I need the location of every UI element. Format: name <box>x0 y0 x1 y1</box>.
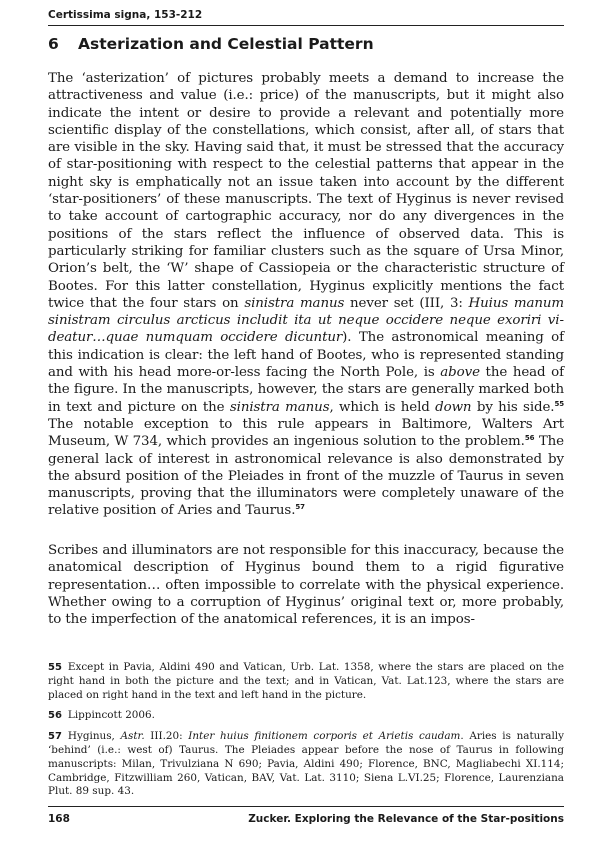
footnote-italic: Inter huius finitionem corporis et Arietis caudam <box>188 730 461 743</box>
italic-run: down <box>435 399 472 415</box>
italic-run: sinistra manus <box>229 399 330 415</box>
text-run: , which is held <box>329 399 436 415</box>
text-run: The general lack of interest in astronomical relevance is also demonstrated by the absurd position of the Pleiades in front of the muzzle of Taurus in seven manuscripts, proving that the illuminators were completely unaware of the relative position of Aries and Taurus. <box>48 434 565 519</box>
footnote-ref-55[interactable]: 55 <box>554 399 565 408</box>
footnote-ref-57[interactable]: 57 <box>295 503 305 512</box>
text-run: The notable exception to this rule appears in Baltimore, Walters Art Museum, W 734, which provides an ingenious solution to the problem. <box>48 416 564 450</box>
latin-quotation: Huius manum sinistram circulus arcticus includit ita ut neque occidere neque exoriri videatur…quae numquam occidere dicuntur <box>48 295 564 346</box>
footnote-text: III.20: <box>144 730 189 743</box>
footnote-number: 57 <box>48 731 62 743</box>
body-paragraph-2 <box>48 542 564 628</box>
page <box>48 0 564 846</box>
text-run: by his side. <box>471 399 555 415</box>
footnotes <box>48 661 564 806</box>
section-number: 6 <box>48 35 59 53</box>
footnote-text: Except in Pavia, Aldini 490 and Vatican, Urb. Lat. 1358, where the stars are placed on the right hand in both the picture and the text; and in Vatican, Vat. Lat.123, where the stars are placed on right hand in the text and left hand in the picture. <box>48 661 564 701</box>
text-run: ). The astronomical meaning of this indication is clear: the left hand of Bootes, who is represented standing and with his head more-or-less facing the North Pole, is <box>48 330 564 381</box>
running-head: Certissima signa, 153-212 <box>48 9 203 21</box>
footnote-number: 55 <box>48 662 62 673</box>
footnote-55 <box>48 661 564 702</box>
footnote-number: 56 <box>48 710 62 722</box>
footer-rule <box>48 806 564 807</box>
section-title: Asterization and Celestial Pattern <box>78 35 374 53</box>
italic-run: sinistra manus <box>244 295 345 311</box>
body-paragraph-1 <box>48 70 564 520</box>
paragraph-text: Scribes and illuminators are not responsible for this inaccuracy, because the anatomical description of Hyginus bound them to a rigid figurative representation… often impossible to correlate with the physical experience. Whether owing to a corruption of Hyginus’ original text or, more probably, to the imperfection of the anatomical references, it is an impos- <box>48 543 564 628</box>
text-run: the head of the figure. In the manuscripts, however, the stars are generally marked both in text and picture on the <box>48 365 564 415</box>
footnote-text: Hyginus, <box>67 730 121 743</box>
section-heading <box>48 35 374 53</box>
page-number: 168 <box>48 813 70 825</box>
italic-run: above <box>440 365 480 381</box>
text-run: never set (III, 3: <box>344 295 469 311</box>
footnote-italic: Astr. <box>120 730 145 743</box>
footnote-56 <box>48 709 564 723</box>
footnote-text: . Aries is naturally ‘behind’ (i.e.: west of) Taurus. The Pleiades appear before the nose of Taurus in following manuscripts: Milan, Trivulziana N 690; Pavia, Aldini 490; Florence, BNC, Magliabechi XI.114; Cambridge, Fitzwilliam 260, Vatican, BAV, Vat. Lat. 3110; Siena L.VI.25; Florence, Laurenziana Plut. 89 sup. 43. <box>48 730 564 798</box>
text-run: The ‘asterization’ of pictures probably meets a demand to increase the attractiveness and value (i.e.: price) of the manuscripts, but it might also indicate the intent or desire to provide a relevant and potentially more scientific display of the constellations, which consist, after all, of stars that are visible in the sky. Having said that, it must be stressed that the accuracy of star-positioning with respect to the celestial patterns that appear in the night sky is emphatically not an issue taken into account by the different ‘star-positioners’ of these manuscripts. The text of Hyginus is never revised to take account of cartographic accuracy, nor do any divergences in the positions of the stars reflect the influence of observed data. This is particularly striking for familiar clusters such as the square of Ursa Minor, Orion’s belt, the ‘W’ shape of Cassiopeia or the characteristic structure of Bootes. For this latter constellation, Hyginus explicitly mentions the fact twice that the four stars on <box>48 71 564 311</box>
footer-title: Zucker. Exploring the Relevance of the Star-positions <box>248 813 564 825</box>
header-rule <box>48 25 564 26</box>
footnote-text: Lippincott 2006. <box>67 709 155 722</box>
footnote-ref-56[interactable]: 56 <box>524 434 535 443</box>
footnote-57 <box>48 730 564 799</box>
